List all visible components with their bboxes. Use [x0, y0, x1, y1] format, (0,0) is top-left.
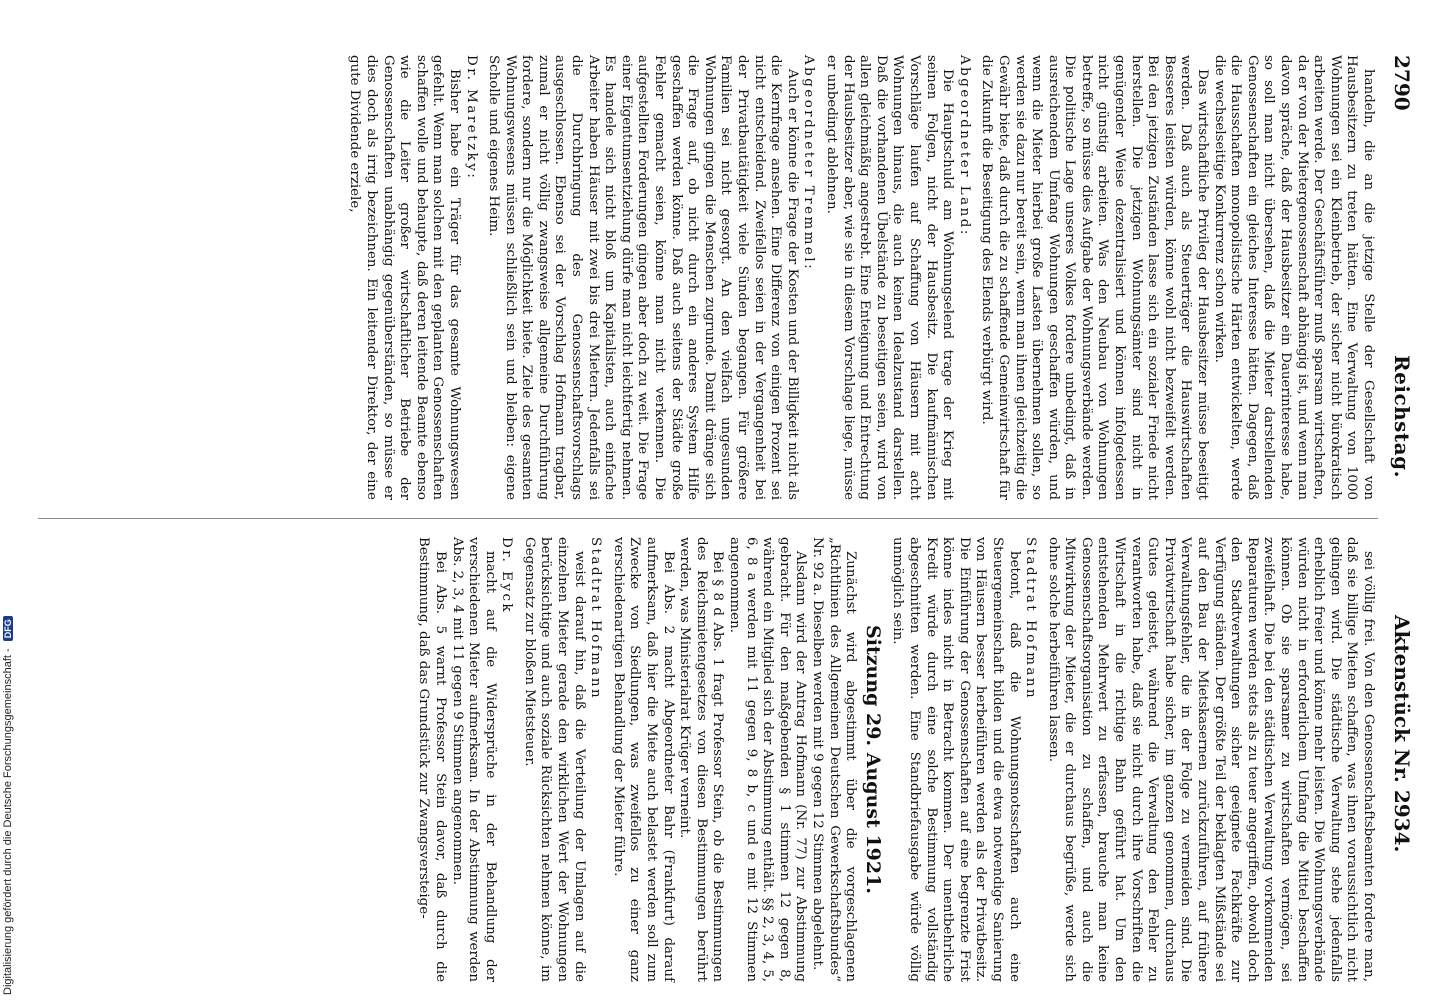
- speaker-name: Stadtrat Hofmann: [588, 537, 604, 701]
- paragraph: betont, daß die Wohnungsnotsschaften auch eine Steuergemeinschaft bilden und die etwa notwendige Sanierung von Häusern besser herbeiführen werden als der Privatbesitz. Die Einführung der Genossenschaften auf eine begrenzte Frist könne indes nicht in Betracht kommen. Der unentbehrliche Kredit würde durch eine solche Bestimmung vollständig abgeschnitten werden. Eine Standbriefausgabe würde völlig unmöglich sein.: [890, 537, 1022, 982]
- page-header: [1384, 55, 1414, 990]
- paragraph: handeln, die an die jetzige Stelle der Gesellschaft von Hausbesitzern zu treten hätten. Eine Verwaltung von 1000 Wohnungen sei ein Kleinbetrieb, der sicher nicht bürokratisch arbeiten werde. Der Geschäftsführer muß sparsam wirtschaften, da er von der Mietergenossenschaft abhängig ist, und wenn man davon spräche, daß der Hausbesitzer ein Dauerinteresse habe, so soll man nicht übersehen, daß die Mieter darstellenden Genossenschaften ein gleiches Interesse hätten. Dagegen, daß die Hausschaften monopolistische Härten entwickelten, werde die wechselseitige Konkurrenz schon wirken.: [1211, 55, 1376, 500]
- speaker-name: Dr. Maretzky:: [463, 55, 479, 181]
- paragraph: sei völlig frei. Von den Genossenschaftsbeamten fordere man, daß sie billige Mieten schaffen, was ihnen voraussichtlich nicht gelingen wird. Die städtische Verwaltung stehe jedenfalls erheblich freier und könne mehr leisten. Die Wohnungsverbände würden nicht in erforderlichem Umfang die Mittel beschaffen können. Ob sie sparsamer zu wirtschaften vermögen, sei zweifelhaft. Die bei den städtischen Verwaltung vorkommenden Reparaturen werden stets als zu teuer angegriffen, obwohl doch den Stadtverwaltungen sicher geeignete Fachkräfte zur Verfügung ständen. Der größte Teil der beklagten Mißstände sei auf den Bau der Mietskasernen zurückzuführen, auf frühere Verwaltungsfehler, die in der Folge zu vermeiden sind. Die Privatwirtschaft habe sicher, im ganzen genommen, durchaus Gutes geleistet, während die Verwaltung den Fehler zu verantworten habe, daß sie nicht durch ihre Vorschriften die Wirtschaft in die richtige Bahn geführt hat. Um den entstehenden Mehrwert zu erfassen, brauche man keine Genossenschaftsorganisation zu schaffen, und auch die Mitwirkung der Mieter, die er durchaus begrüße, werde sich ohne solche herbeiführen lassen.: [1045, 537, 1376, 982]
- dfg-logo-icon: DFG: [3, 616, 13, 641]
- speaker-name: Abgeordneter Land:: [956, 55, 972, 237]
- paragraph: Auch er könne die Frage der Kosten und der Billigkeit nicht als die Kernfrage ansehen. Eine Differenz von einigen Prozent sei nicht entscheidend. Zweifellos seien in der Vergangenheit bei der Privatbautätigkeit viele Sünden begangen. Für größere Familien sei nicht gesorgt. An den vielfach ungesunden Wohnungen gingen die Menschen zugrunde. Damit dränge sich die Frage auf, ob nicht durch ein anderes System Hilfe geschaffen werden könne. Daß auch seitens der Städte große Fehler gemacht seien, könne man nicht verkennen. Die aufgestellten Forderungen gingen aber doch zu weit. Die Frage einer Eigentumsentziehung dürfe man nicht leichtfertig nehmen. Es handele sich nicht bloß um Kapitalisten, auch einfache Arbeiter haben Häuser mit zwei bis drei Mietern. Jedenfalls sei die Durchbringung des Genossenschaftsvorschlags ausgeschlossen. Ebenso sei der Vorschlag Hofmann tragbar, zumal er nicht völlig zwangsweise allgemeine Durchführung fordere, sondern nur die Möglichkeit biete. Ziele des gesamten Wohnungswesens müssen schließlich sein und bleiben: eigene Scholle und eigenes Heim.: [486, 55, 800, 500]
- paragraph: Bisher habe ein Träger für das gesamte Wohnungswesen gefehlt. Wenn man solchen mit den geplanten Genossenschaften schaffen wolle und behaupte, daß deren leitende Beamte ebenso wie die Leiter großer wirtschaftlicher Betriebe der Genossenschaften unabhängig gegenüberständen, so müsse er dies doch als irrig bezeichnen. Ein leitender Direktor, der eine gute Dividende erziele,: [347, 55, 462, 500]
- paragraph: Bei Abs. 5 warnt Professor Stein davor, daß durch die Bestimmung, daß das Grundstück zur Zwangsversteige-: [416, 537, 448, 982]
- paragraph: Bei § 8 d Abs. 1 fragt Professor Stein, ob die Bestimmungen des Reichsmietengesetzes von diesen Bestimmungen berührt werden, was Ministerialrat Krüger verneint.: [677, 537, 726, 982]
- digitization-credit: [2, 0, 22, 1000]
- paragraph: Das wirtschaftliche Privileg der Hausbesitzer müsse beseitigt werden. Daß auch als Steuerträger die Hauswirtschaften Besseres leisten würden, könne wohl nicht bezweifelt werden. Bei den jetzigen Zuständen lasse sich ein sozialer Friede nicht herstellen. Die jetzigen Wohnungsämter sind nicht in genügender Weise dezentralisiert und können infolgedessen nicht günstig arbeiten. Was den Neubau von Wohnungen betreffe, so müsse dies Aufgabe der Wohnungsverbände werden. Die politische Lage unseres Volkes fordere unbedingt, daß in ausreichendem Umfang Wohnungen geschaffen würden, und wenn die Mieter hierbei große Lasten übernehmen sollen, so werden sie dazu nur bereit sein, wenn man ihnen gleichzeitig die Gewähr biete, daß durch die zu schaffende Gemeinwirtschaft für die Zukunft die Beseitigung des Elends verbürgt wird.: [979, 55, 1211, 500]
- page-content: [14, 55, 1414, 990]
- paragraph: weist darauf hin, daß die Verteilung der Umlagen auf die einzelnen Mieter gerade den wirklichen Wert der Wohnungen berücksichtige und auch soziale Rücksichten nehmen könne, im Gegensatz zur bloßen Mietsteuer.: [521, 537, 587, 982]
- page-title: Reichstag.: [1390, 355, 1414, 479]
- paragraph: Die Hauptschuld am Wohnungselend trage der Krieg mit seinen Folgen, nicht der Hausbesitz. Die kaufmännischen Vorschläge laufen auf Schaffung von Häusern mit acht Wohnungen hinaus, die auch keinen Idealzustand darstellen. Daß die vorhandenen Übelstände zu beseitigen seien, wird von allen gleichmäßig angestrebt. Eine Enteignung und Entrechtung der Hausbesitzer aber, wie sie in diesem Vorschlage liege, müsse er unbedingt ablehnen.: [824, 55, 956, 500]
- left-column: [26, 55, 1376, 500]
- paragraph: macht auf die Widersprüche in der Behandlung der verschiedenen Mieter aufmerksam. In der Abstimmung werden Abs. 2, 3, 4 mit 11 gegen 9 Stimmen angenommen.: [449, 537, 498, 982]
- credit-text: Digitalisierung gefördert durch die Deutsche Forschungsgemeinschaft -: [2, 648, 14, 995]
- session-heading: Sitzung 29. August 1921.: [861, 625, 884, 894]
- speaker-name: Abgeordneter Tremmel:: [801, 55, 817, 272]
- document-number: Aktenstück Nr. 2934.: [1390, 615, 1414, 853]
- paragraph: Zunächst wird abgestimmt über die vorgeschlagenen „Richtlinien des Allgemeinen Deutschen Gewerkschaftsbundes“ Nr. 92 a. Dieselben werden mit 9 gegen 12 Stimmen abgelehnt.: [810, 537, 859, 982]
- paragraph: Alsdann wird der Antrag Hofmann (Nr. 77) zur Abstimmung gebracht. Für den maßgebenden § 1 stimmen 12 gegen 8, während ein Mitglied sich der Abstimmung enthält. §§ 2, 3, 4, 5, 6, 8 a werden mit 11 gegen 9, 8 b, c und e mit 12 Stimmen angenommen.: [727, 537, 809, 982]
- paragraph: Bei Abs. 2 macht Abgeordneter Bahr (Frankfurt) darauf aufmerksam, daß hier die Miete auch belastet werden soll zum Zwecke von Siedlungen, was zweifellos zu einer ganz verschiedenartigen Behandlung der Mieter führe.: [610, 537, 676, 982]
- right-column: [26, 537, 1376, 982]
- column-divider: [38, 518, 1378, 519]
- speaker-name: Stadtrat Hofmann: [1023, 537, 1039, 701]
- credit-line: [2, 5, 18, 995]
- page-number: 2790: [1390, 55, 1414, 111]
- speaker-name: Dr. Eyck: [499, 537, 515, 615]
